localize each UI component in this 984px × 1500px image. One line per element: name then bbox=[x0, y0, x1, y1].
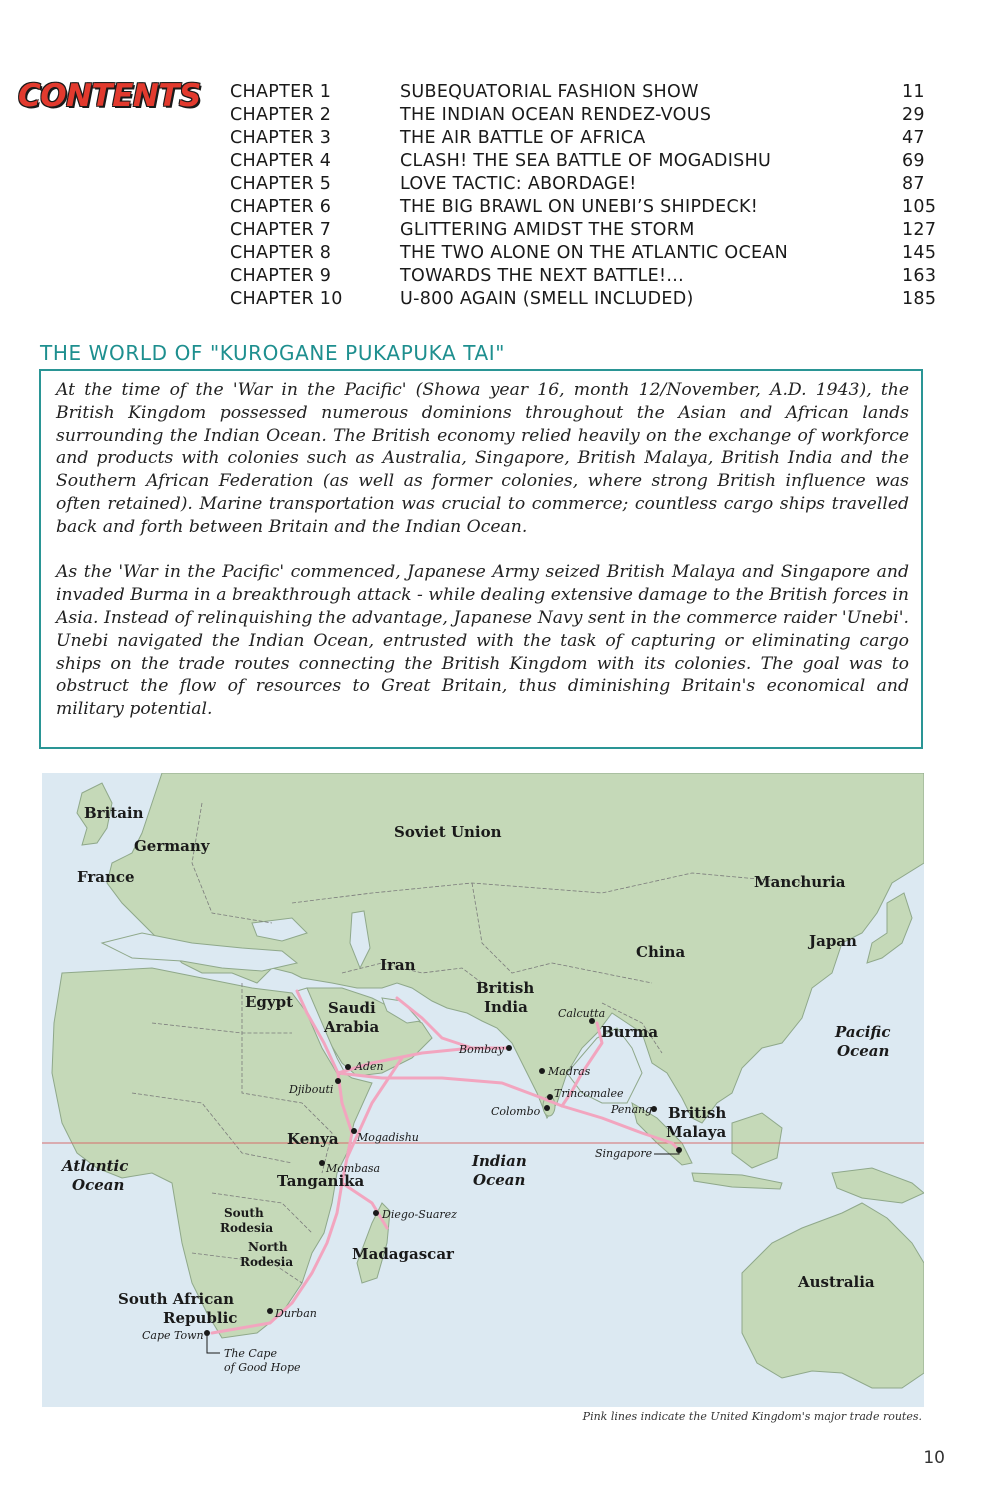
label-egypt: Egypt bbox=[245, 993, 294, 1011]
label-djibouti: Djibouti bbox=[289, 1083, 334, 1096]
chapter-page: 11 bbox=[902, 82, 925, 102]
label-bombay: Bombay bbox=[459, 1043, 504, 1056]
chapter-page: 69 bbox=[902, 151, 925, 171]
label-australia: Australia bbox=[798, 1273, 875, 1291]
toc-row[interactable] bbox=[230, 197, 950, 220]
chapter-title: THE AIR BATTLE OF AFRICA bbox=[400, 128, 646, 148]
page-number: 10 bbox=[923, 1448, 945, 1468]
label-indian-ocean-1: Indian bbox=[472, 1152, 527, 1170]
toc-row[interactable] bbox=[230, 266, 950, 289]
city-dot bbox=[319, 1160, 325, 1166]
label-madagascar: Madagascar bbox=[352, 1245, 454, 1263]
chapter-title: THE INDIAN OCEAN RENDEZ-VOUS bbox=[400, 105, 712, 125]
world-section-title: THE WORLD OF "KUROGANE PUKAPUKA TAI" bbox=[40, 341, 506, 365]
city-dot bbox=[506, 1045, 512, 1051]
chapter-page: 127 bbox=[902, 220, 937, 240]
label-durban: Durban bbox=[275, 1307, 317, 1320]
toc-row[interactable] bbox=[230, 82, 950, 105]
label-atlantic-ocean-1: Atlantic bbox=[62, 1157, 129, 1175]
label-south-rodesia-1: South bbox=[224, 1206, 264, 1220]
toc-row[interactable] bbox=[230, 128, 950, 151]
label-diego-suarez: Diego-Suarez bbox=[382, 1208, 457, 1221]
label-saudi: Saudi bbox=[328, 999, 376, 1017]
chapter-page: 145 bbox=[902, 243, 937, 263]
label-british-india-1: British bbox=[476, 979, 535, 997]
chapter-title: U-800 AGAIN (SMELL INCLUDED) bbox=[400, 289, 694, 309]
world-description-box bbox=[39, 369, 923, 749]
label-cape-town: Cape Town bbox=[142, 1329, 204, 1342]
toc-row[interactable] bbox=[230, 289, 950, 312]
chapter-page: 185 bbox=[902, 289, 937, 309]
chapter-label: CHAPTER 7 bbox=[230, 220, 332, 240]
trade-route-map bbox=[42, 773, 924, 1407]
chapter-title: THE BIG BRAWL ON UNEBI’S SHIPDECK! bbox=[400, 197, 759, 217]
chapter-label: CHAPTER 4 bbox=[230, 151, 332, 171]
label-penang: Penang bbox=[611, 1103, 653, 1116]
label-colombo: Colombo bbox=[491, 1105, 541, 1118]
city-dot bbox=[373, 1210, 379, 1216]
chapter-title: GLITTERING AMIDST THE STORM bbox=[400, 220, 695, 240]
description-paragraph: As the 'War in the Pacific' commenced, Japanese Army seized British Malaya and Singapore and invaded Burma in a breakthrough attack - while dealing extensive damage to the British forces in Asia. Instead of relinquishing the advantage, Japanese Navy sent in the commerce raider 'Unebi'. Unebi navigated the Indian Ocean, entrusted with the task of capturing or eliminating cargo ships on the trade routes connecting the British Kingdom with its colonies. The goal was to obstruct the flow of resources to Great Britain, thus diminishing Britain's economical and military potential. bbox=[56, 562, 909, 720]
label-mogadishu: Mogadishu bbox=[357, 1131, 419, 1144]
label-north-rodesia-1: North bbox=[248, 1240, 288, 1254]
chapter-label: CHAPTER 1 bbox=[230, 82, 332, 102]
city-dot bbox=[547, 1094, 553, 1100]
toc-row[interactable] bbox=[230, 174, 950, 197]
label-indian-ocean-2: Ocean bbox=[473, 1171, 526, 1189]
label-pacific-ocean-1: Pacific bbox=[835, 1023, 891, 1041]
label-tanganika: Tanganika bbox=[277, 1172, 365, 1190]
chapter-title: LOVE TACTIC: ABORDAGE! bbox=[400, 174, 637, 194]
label-british-malaya-2: Malaya bbox=[666, 1123, 727, 1141]
chapter-label: CHAPTER 2 bbox=[230, 105, 332, 125]
map-caption: Pink lines indicate the United Kingdom's major trade routes. bbox=[582, 1410, 922, 1423]
label-aden: Aden bbox=[355, 1060, 384, 1073]
label-burma: Burma bbox=[601, 1023, 659, 1041]
chapter-label: CHAPTER 10 bbox=[230, 289, 343, 309]
label-south-rodesia-2: Rodesia bbox=[220, 1221, 274, 1235]
label-calcutta: Calcutta bbox=[558, 1007, 606, 1020]
chapter-label: CHAPTER 5 bbox=[230, 174, 332, 194]
label-atlantic-ocean-2: Ocean bbox=[72, 1176, 125, 1194]
description-paragraph: At the time of the 'War in the Pacific' (Showa year 16, month 12/November, A.D. 1943), the British Kingdom possessed numerous dominions throughout the Asian and African lands surrounding the Indian Ocean. The British economy relied heavily on the exchange of workforce and products with colonies such as Australia, Singapore, British Malaya, British India and the Southern African Federation (as well as former colonies, where strong British influence was often retained). Marine transportation was crucial to commerce; countless cargo ships travelled back and forth between Britain and the Indian Ocean. bbox=[56, 380, 909, 537]
label-arabia: Arabia bbox=[324, 1018, 380, 1036]
label-manchuria: Manchuria bbox=[754, 873, 846, 891]
label-britain: Britain bbox=[84, 804, 144, 822]
label-singapore: Singapore bbox=[595, 1147, 653, 1160]
label-mombasa: Mombasa bbox=[326, 1162, 381, 1175]
label-british-india-2: India bbox=[484, 998, 528, 1016]
label-china: China bbox=[636, 943, 686, 961]
label-france: France bbox=[77, 868, 135, 886]
label-pacific-ocean-2: Ocean bbox=[837, 1042, 890, 1060]
chapter-page: 29 bbox=[902, 105, 925, 125]
label-south-african-republic-1: South African bbox=[118, 1290, 234, 1308]
chapter-title: CLASH! THE SEA BATTLE OF MOGADISHU bbox=[400, 151, 772, 171]
chapter-page: 163 bbox=[902, 266, 937, 286]
contents-heading: CONTENTS bbox=[18, 78, 201, 114]
chapter-page: 87 bbox=[902, 174, 925, 194]
label-north-rodesia-2: Rodesia bbox=[240, 1255, 294, 1269]
city-dot bbox=[539, 1068, 545, 1074]
city-dot bbox=[335, 1078, 341, 1084]
chapter-label: CHAPTER 6 bbox=[230, 197, 332, 217]
chapter-label: CHAPTER 8 bbox=[230, 243, 332, 263]
label-cape-of-good-hope-2: of Good Hope bbox=[224, 1361, 301, 1374]
toc-row[interactable] bbox=[230, 220, 950, 243]
city-dot bbox=[544, 1105, 550, 1111]
chapter-label: CHAPTER 3 bbox=[230, 128, 332, 148]
label-cape-of-good-hope-1: The Cape bbox=[224, 1347, 277, 1360]
label-japan: Japan bbox=[809, 932, 857, 950]
label-british-malaya-1: British bbox=[668, 1104, 727, 1122]
label-madras: Madras bbox=[548, 1065, 591, 1078]
table-of-contents bbox=[230, 82, 950, 312]
toc-row[interactable] bbox=[230, 243, 950, 266]
label-trincomalee: Trincomalee bbox=[554, 1087, 624, 1100]
label-kenya: Kenya bbox=[287, 1130, 339, 1148]
chapter-title: TOWARDS THE NEXT BATTLE!... bbox=[400, 266, 684, 286]
city-dot bbox=[345, 1064, 351, 1070]
toc-row[interactable] bbox=[230, 151, 950, 174]
chapter-title: THE TWO ALONE ON THE ATLANTIC OCEAN bbox=[400, 243, 789, 263]
chapter-title: SUBEQUATORIAL FASHION SHOW bbox=[400, 82, 699, 102]
chapter-page: 47 bbox=[902, 128, 925, 148]
label-germany: Germany bbox=[134, 837, 210, 855]
city-dot bbox=[267, 1308, 273, 1314]
chapter-label: CHAPTER 9 bbox=[230, 266, 332, 286]
label-iran: Iran bbox=[380, 956, 416, 974]
toc-row[interactable] bbox=[230, 105, 950, 128]
label-soviet-union: Soviet Union bbox=[394, 823, 502, 841]
label-south-african-republic-2: Republic bbox=[163, 1309, 238, 1327]
chapter-page: 105 bbox=[902, 197, 937, 217]
